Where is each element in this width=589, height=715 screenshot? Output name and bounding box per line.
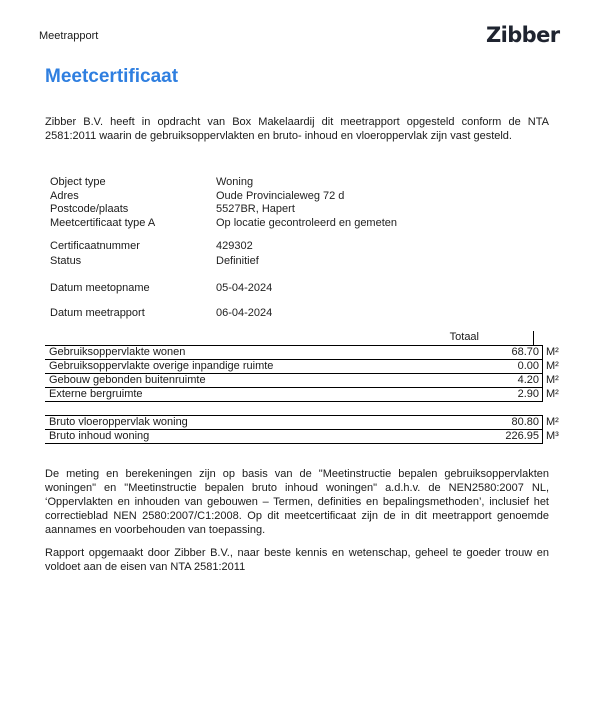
adres-label: Adres xyxy=(50,190,79,202)
row-unit: M² xyxy=(543,416,562,430)
disclaimer-paragraph: Rapport opgemaakt door Zibber B.V., naar beste kennis en wetenschap, geheel te goeder trouw en voldoet aan de eisen van NTA 2581:2011 xyxy=(45,547,549,573)
table-row xyxy=(45,388,562,402)
datum-meetrapport-value: 06-04-2024 xyxy=(216,307,273,319)
row-value: 80.80 xyxy=(501,416,543,430)
table-row xyxy=(45,374,562,388)
row-value: 0.00 xyxy=(501,360,543,374)
row-value: 2.90 xyxy=(501,388,543,402)
object-type-value: Woning xyxy=(216,176,254,188)
certificaatnummer-label: Certificaatnummer xyxy=(50,240,140,252)
row-unit: M² xyxy=(543,374,562,388)
row-unit: M² xyxy=(543,346,562,360)
row-unit: M³ xyxy=(543,430,562,444)
methodology-paragraph: De meting en berekeningen zijn op basis van de "Meetinstructie bepalen gebruiksoppervlakten woningen" en "Meetinstructie bepalen bruto inhoud woningen" a.d.h.v. de NEN2580:2007 NL, ‘Oppervlakten en inhouden van gebouwen – Termen, definities en bepalingsmethoden’, inclusief het correctieblad NEN 2580:2007/C1:2008. Op dit meetcertificaat zijn de in dit meetrapport genoemde aannames en voorbehouden van toepassing. xyxy=(45,468,549,536)
status-value: Definitief xyxy=(216,255,259,267)
row-unit: M² xyxy=(543,388,562,402)
postcode-label: Postcode/plaats xyxy=(50,203,129,215)
zibber-logo: Zibber xyxy=(486,23,560,47)
row-name: Externe bergruimte xyxy=(45,388,501,402)
totaal-divider xyxy=(533,331,534,345)
object-type-label: Object type xyxy=(50,176,106,188)
datum-meetrapport-label: Datum meetrapport xyxy=(50,307,145,319)
certificaat-type-label: Meetcertificaat type A xyxy=(50,217,156,229)
row-name: Gebruiksoppervlakte wonen xyxy=(45,346,501,360)
row-name: Bruto vloeroppervlak woning xyxy=(45,416,501,430)
datum-meetopname-value: 05-04-2024 xyxy=(216,282,273,294)
postcode-value: 5527BR, Hapert xyxy=(216,203,295,215)
row-value: 4.20 xyxy=(501,374,543,388)
certificaat-type-value: Op locatie gecontroleerd en gemeten xyxy=(216,217,398,229)
table-row xyxy=(45,416,562,430)
row-name: Gebouw gebonden buitenruimte xyxy=(45,374,501,388)
adres-value: Oude Provincialeweg 72 d xyxy=(216,190,345,202)
totaal-header-label: Totaal xyxy=(449,331,479,343)
row-name: Bruto inhoud woning xyxy=(45,430,501,444)
bruto-table xyxy=(45,415,562,444)
certificaatnummer-value: 429302 xyxy=(216,240,253,252)
table-row xyxy=(45,346,562,360)
area-table xyxy=(45,345,562,402)
row-value: 226.95 xyxy=(501,430,543,444)
table-row xyxy=(45,430,562,444)
page-title: Meetcertificaat xyxy=(45,66,179,87)
table-row xyxy=(45,360,562,374)
report-type-label: Meetrapport xyxy=(39,30,99,42)
row-unit: M² xyxy=(543,360,562,374)
status-label: Status xyxy=(50,255,82,267)
row-name: Gebruiksoppervlakte overige inpandige ruimte xyxy=(45,360,501,374)
intro-paragraph: Zibber B.V. heeft in opdracht van Box Makelaardij dit meetrapport opgesteld conform de NTA 2581:2011 waarin de gebruiksoppervlakten en bruto- inhoud en vloeroppervlak zijn vast gesteld. xyxy=(45,116,549,142)
row-value: 68.70 xyxy=(501,346,543,360)
totaal-header xyxy=(45,331,539,345)
datum-meetopname-label: Datum meetopname xyxy=(50,282,150,294)
